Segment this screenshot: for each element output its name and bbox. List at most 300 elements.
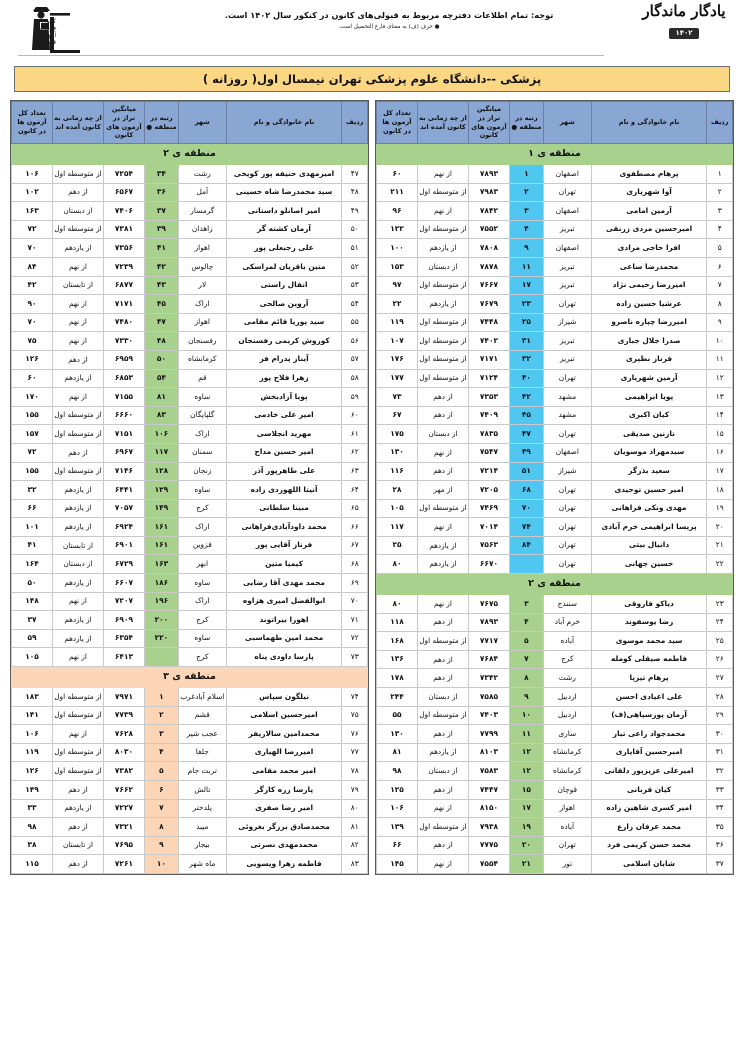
cell-name: امیر علی خادمی <box>226 406 342 425</box>
cell-since: از یازدهم <box>52 799 103 818</box>
table-row <box>12 350 368 369</box>
cell-count: ۷۲ <box>12 443 53 462</box>
cell-since: از یازدهم <box>52 518 103 537</box>
cell-name: پرهام مصطفوی <box>591 165 707 184</box>
cell-since: از متوسطه اول <box>417 332 468 351</box>
cell-city: عجب شیر <box>178 725 226 744</box>
cell-radif: ۸۰ <box>342 799 368 818</box>
section-label: منطقه ی ۲ <box>377 574 733 595</box>
cell-rank: ۴۲ <box>509 388 543 407</box>
page-header <box>0 0 744 62</box>
cell-count: ۱۰۵ <box>377 499 418 518</box>
svg-text:قلم‌چی: قلم‌چی <box>38 39 56 46</box>
cell-since: از نهم <box>417 595 468 614</box>
table-row <box>377 183 733 202</box>
cell-mean: ۶۶۰۷ <box>104 574 145 593</box>
col-city: شهر <box>543 102 591 144</box>
cell-name: کیمیا متین <box>226 555 342 574</box>
cell-radif: ۳۰ <box>707 725 733 744</box>
cell-city: خرم آباد <box>543 613 591 632</box>
cell-since: از نهم <box>52 648 103 667</box>
notice-primary: توجه: تمام اطلاعات دفترچه مربوط به قبولی‌های کانون در کنکور سال ۱۴۰۲ است. <box>224 10 554 20</box>
cell-count: ۱۳۶ <box>377 650 418 669</box>
cell-since: از دهم <box>417 669 468 688</box>
cell-rank: ۲۰۰ <box>144 611 178 630</box>
cell-rank: ۳ <box>509 595 543 614</box>
cell-radif: ۷۴ <box>342 688 368 707</box>
cell-rank: ۱۰ <box>509 706 543 725</box>
cell-count: ۱۷۵ <box>377 425 418 444</box>
cell-count: ۷۳ <box>377 388 418 407</box>
cell-rank: ۸۱ <box>144 388 178 407</box>
cell-count: ۱۲۶ <box>12 762 53 781</box>
col-rank: رتبه در منطقه ● <box>144 102 178 144</box>
cell-mean: ۷۱۷۱ <box>104 295 145 314</box>
table-row <box>377 555 733 574</box>
cell-city: اراک <box>178 425 226 444</box>
col-radif: ردیف <box>342 102 368 144</box>
cell-rank: ۱۸۶ <box>144 574 178 593</box>
cell-city: چالوس <box>178 257 226 276</box>
cell-name: امیرعلی عزیزپور دلقانی <box>591 762 707 781</box>
cell-name: آیناز پدرام فر <box>226 350 342 369</box>
col-count: تعداد کل آزمون ها در کانون <box>377 102 418 144</box>
cell-count: ۶۰ <box>12 369 53 388</box>
cell-radif: ۱۲ <box>707 369 733 388</box>
cell-rank: ۱۲ <box>509 762 543 781</box>
cell-radif: ۸۲ <box>342 836 368 855</box>
cell-name: سعید بذرگر <box>591 462 707 481</box>
cell-mean: ۷۱۲۴ <box>469 369 510 388</box>
cell-count: ۸۱ <box>377 743 418 762</box>
cell-since: از متوسطه اول <box>417 350 468 369</box>
cell-city: تهران <box>543 425 591 444</box>
cell-since: از دبستان <box>52 555 103 574</box>
cell-count: ۱۱۵ <box>12 855 53 874</box>
cell-city: گرمسار <box>178 202 226 221</box>
cell-city: پلدختر <box>178 799 226 818</box>
table-row <box>12 518 368 537</box>
cell-radif: ۷۹ <box>342 781 368 800</box>
cell-since: از متوسطه اول <box>52 762 103 781</box>
cell-count: ۹۸ <box>12 818 53 837</box>
cell-city: تهران <box>543 555 591 574</box>
table-row <box>12 574 368 593</box>
cell-mean: ۷۳۸۲ <box>104 762 145 781</box>
left-table <box>11 101 368 874</box>
cell-mean: ۷۴۴۸ <box>469 313 510 332</box>
cell-mean: ۷۴۸۰ <box>104 313 145 332</box>
cell-radif: ۵۰ <box>342 220 368 239</box>
cell-radif: ۷ <box>707 276 733 295</box>
cell-city: زنجان <box>178 462 226 481</box>
cell-city: تهران <box>543 369 591 388</box>
col-mean: میانگین تراز در آزمون های کانون <box>104 102 145 144</box>
cell-rank: ۸۳ <box>144 406 178 425</box>
cell-since: از نهم <box>52 295 103 314</box>
cell-since: از دهم <box>52 818 103 837</box>
cell-mean: ۶۸۷۷ <box>104 276 145 295</box>
table-row <box>377 669 733 688</box>
table-row <box>12 388 368 407</box>
cell-name: سید محمد موسوی <box>591 632 707 651</box>
cell-rank: ۳ <box>509 202 543 221</box>
cell-name: محمدجواد راعی تبار <box>591 725 707 744</box>
cell-count: ۱۳۰ <box>377 443 418 462</box>
cell-mean: ۷۵۸۵ <box>469 688 510 707</box>
cell-mean: ۷۶۶۷ <box>469 276 510 295</box>
cell-city: ماه شهر <box>178 855 226 874</box>
table-row <box>377 295 733 314</box>
table-row <box>12 443 368 462</box>
cell-mean: ۷۷۹۹ <box>469 725 510 744</box>
cell-radif: ۵۲ <box>342 257 368 276</box>
cell-rank: ۳۷ <box>144 202 178 221</box>
cell-name: امیر حسین مداح <box>226 443 342 462</box>
cell-name: امیر محمد مقامی <box>226 762 342 781</box>
cell-name: مبینا سلطانی <box>226 499 342 518</box>
cell-since: از نهم <box>52 332 103 351</box>
cell-mean: ۶۴۴۱ <box>104 481 145 500</box>
cell-radif: ۲۴ <box>707 613 733 632</box>
cell-mean: ۷۷۳۹ <box>104 706 145 725</box>
cell-mean: ۷۵۵۴ <box>469 855 510 874</box>
cell-city: اهواز <box>178 313 226 332</box>
table-header-row <box>377 102 733 144</box>
cell-mean: ۷۴۴۷ <box>469 781 510 800</box>
cell-radif: ۷۶ <box>342 725 368 744</box>
cell-count: ۱۵۵ <box>12 462 53 481</box>
cell-city: تهران <box>543 183 591 202</box>
cell-name: اهورا بیراتوند <box>226 611 342 630</box>
cell-name: مهدی ونکی فراهانی <box>591 499 707 518</box>
cell-city: آباده <box>543 632 591 651</box>
cell-rank: ۱۰۶ <box>144 425 178 444</box>
cell-radif: ۲۵ <box>707 632 733 651</box>
cell-radif: ۳۴ <box>707 799 733 818</box>
cell-city: کرمانشاه <box>543 743 591 762</box>
cell-mean: ۷۹۸۳ <box>469 183 510 202</box>
cell-name: محمدمهدی نصرتی <box>226 836 342 855</box>
cell-rank: ۳ <box>144 725 178 744</box>
cell-radif: ۵۹ <box>342 388 368 407</box>
cell-count: ۱۰۵ <box>12 648 53 667</box>
cell-count: ۳۲ <box>12 481 53 500</box>
table-row <box>377 650 733 669</box>
cell-name: آرمین امامی <box>591 202 707 221</box>
cell-radif: ۵۸ <box>342 369 368 388</box>
cell-city: شیراز <box>543 313 591 332</box>
cell-name: امیر حسین توحیدی <box>591 481 707 500</box>
section-label: منطقه ی ۳ <box>12 667 368 688</box>
cell-radif: ۱۴ <box>707 406 733 425</box>
cell-rank <box>509 555 543 574</box>
cell-city: تهران <box>543 518 591 537</box>
cell-city: اردبیل <box>543 706 591 725</box>
cell-since: از دهم <box>417 613 468 632</box>
cell-mean: ۷۳۸۱ <box>104 220 145 239</box>
table-row <box>377 799 733 818</box>
table-row <box>12 276 368 295</box>
cell-name: علی رجبعلی پور <box>226 239 342 258</box>
cell-radif: ۶۷ <box>342 536 368 555</box>
cell-name: محمد مهدی آقا رضایی <box>226 574 342 593</box>
cell-mean: ۷۸۷۸ <box>469 257 510 276</box>
cell-radif: ۱۹ <box>707 499 733 518</box>
cell-name: امیررضا چپاره ناصرو <box>591 313 707 332</box>
cell-city: اراک <box>178 592 226 611</box>
cell-count: ۲۴۴ <box>377 688 418 707</box>
cell-radif: ۳۶ <box>707 836 733 855</box>
cell-mean: ۷۶۸۴ <box>469 650 510 669</box>
cell-radif: ۶۳ <box>342 462 368 481</box>
cell-since: از متوسطه اول <box>417 183 468 202</box>
cell-mean: ۷۶۶۲ <box>104 781 145 800</box>
cell-mean: ۷۳۵۳ <box>469 388 510 407</box>
cell-radif: ۱۸ <box>707 481 733 500</box>
cell-count: ۱۲۶ <box>12 350 53 369</box>
cell-name: زهرا فلاح پور <box>226 369 342 388</box>
cell-since: از متوسطه اول <box>52 425 103 444</box>
section-header-row <box>377 574 733 595</box>
cell-name: محمدصادق برزگر بغروئی <box>226 818 342 837</box>
cell-radif: ۵۴ <box>342 295 368 314</box>
cell-name: امیر رضا صفری <box>226 799 342 818</box>
cell-count: ۵۵ <box>377 706 418 725</box>
cell-rank: ۱۷ <box>509 799 543 818</box>
table-row <box>377 706 733 725</box>
cell-count: ۱۰۷ <box>377 332 418 351</box>
cell-mean: ۷۵۴۷ <box>469 443 510 462</box>
cell-rank: ۳۶ <box>144 183 178 202</box>
cell-count: ۹۸ <box>377 762 418 781</box>
table-row <box>377 202 733 221</box>
cell-rank: ۱۶۱ <box>144 518 178 537</box>
cell-name: نیلگون سپاس <box>226 688 342 707</box>
cell-count: ۱۲۲ <box>377 220 418 239</box>
cell-city: مشهد <box>543 406 591 425</box>
cell-radif: ۴۸ <box>342 183 368 202</box>
cell-since: از نهم <box>52 725 103 744</box>
cell-radif: ۷۰ <box>342 592 368 611</box>
cell-city: اردبیل <box>543 688 591 707</box>
cell-name: سید محمدرضا شاه حسینی <box>226 183 342 202</box>
cell-since: از دهم <box>417 650 468 669</box>
cell-count: ۲۸ <box>377 481 418 500</box>
cell-city: تبریز <box>543 257 591 276</box>
cell-name: آروین صالحی <box>226 295 342 314</box>
cell-rank: ۱۷ <box>509 276 543 295</box>
cell-name: صدرا جلال جباری <box>591 332 707 351</box>
table-row <box>12 611 368 630</box>
cell-city: ساوه <box>178 629 226 648</box>
cell-count: ۷۵ <box>12 332 53 351</box>
cell-rank: ۴۰ <box>509 369 543 388</box>
cell-city: ساری <box>543 725 591 744</box>
cell-radif: ۱۷ <box>707 462 733 481</box>
table-row <box>12 425 368 444</box>
cell-rank: ۴ <box>509 613 543 632</box>
cell-radif: ۳۱ <box>707 743 733 762</box>
table-row <box>377 818 733 837</box>
cell-city: تربت جام <box>178 762 226 781</box>
table-row <box>12 183 368 202</box>
cell-rank: ۸ <box>144 818 178 837</box>
cell-mean: ۷۴۰۲ <box>469 332 510 351</box>
right-table <box>376 101 733 874</box>
cell-radif: ۲۷ <box>707 669 733 688</box>
cell-count: ۱۴۹ <box>12 781 53 800</box>
cell-city: تبریز <box>543 350 591 369</box>
cell-radif: ۱۵ <box>707 425 733 444</box>
cell-mean: ۷۴۰۹ <box>469 406 510 425</box>
cell-name: افرا حاجی مرادی <box>591 239 707 258</box>
cell-radif: ۶۰ <box>342 406 368 425</box>
cell-rank: ۴۲ <box>144 257 178 276</box>
cell-since: از یازدهم <box>417 555 468 574</box>
table-row <box>12 369 368 388</box>
cell-since: از یازدهم <box>52 239 103 258</box>
cell-count: ۱۵۳ <box>377 257 418 276</box>
table-row <box>377 239 733 258</box>
cell-name: حسین جهانی <box>591 555 707 574</box>
cell-rank: ۳۹ <box>144 220 178 239</box>
cell-since: از دهم <box>417 781 468 800</box>
cell-since: از دبستان <box>417 257 468 276</box>
cell-rank: ۱۰ <box>144 855 178 874</box>
cell-mean: ۷۸۰۸ <box>469 239 510 258</box>
section-label: منطقه ی ۲ <box>12 144 368 165</box>
cell-mean: ۶۶۶۰ <box>104 406 145 425</box>
cell-mean: ۷۸۴۲ <box>469 202 510 221</box>
table-row <box>377 536 733 555</box>
cell-rank: ۴۵ <box>144 295 178 314</box>
cell-name: عرشیا حسین زاده <box>591 295 707 314</box>
cell-since: از یازدهم <box>52 369 103 388</box>
cell-since: از دهم <box>52 443 103 462</box>
cell-city: اراک <box>178 518 226 537</box>
cell-city: رفسنجان <box>178 332 226 351</box>
brand-title: یادگار ماندگار <box>642 2 726 20</box>
right-table-wrapper <box>375 100 734 875</box>
cell-radif: ۳ <box>707 202 733 221</box>
table-row <box>377 725 733 744</box>
cell-count: ۳۸ <box>12 836 53 855</box>
cell-rank: ۲ <box>144 706 178 725</box>
cell-city: تور <box>543 855 591 874</box>
cell-rank: ۵ <box>509 632 543 651</box>
cell-mean: ۷۸۳۵ <box>469 425 510 444</box>
cell-mean: ۷۵۸۳ <box>469 762 510 781</box>
cell-since: از دهم <box>52 781 103 800</box>
cell-radif: ۷۸ <box>342 762 368 781</box>
cell-city: کرمانشاه <box>178 350 226 369</box>
cell-name: متین باقریان لمراسکی <box>226 257 342 276</box>
cell-since: از یازدهم <box>417 743 468 762</box>
cell-city: کرج <box>543 650 591 669</box>
section-header-row <box>377 144 733 165</box>
cell-radif: ۲۸ <box>707 688 733 707</box>
cell-mean: ۶۵۶۷ <box>104 183 145 202</box>
cell-radif: ۹ <box>707 313 733 332</box>
table-row <box>377 762 733 781</box>
cell-since: از نهم <box>417 799 468 818</box>
cell-count: ۱۴۵ <box>377 855 418 874</box>
cell-radif: ۷۷ <box>342 743 368 762</box>
cell-since: از متوسطه اول <box>417 276 468 295</box>
cell-since: از متوسطه اول <box>52 406 103 425</box>
cell-count: ۷۰ <box>12 239 53 258</box>
cell-name: آرمین شهریاری <box>591 369 707 388</box>
cell-since: از یازدهم <box>417 295 468 314</box>
cell-rank: ۹ <box>509 688 543 707</box>
cell-radif: ۷۳ <box>342 648 368 667</box>
cell-count: ۵۰ <box>12 574 53 593</box>
right-table-body <box>377 144 733 874</box>
table-row <box>12 743 368 762</box>
cell-since: از دبستان <box>417 688 468 707</box>
cell-radif: ۱ <box>707 165 733 184</box>
cell-name: امیرحسین اسلامی <box>226 706 342 725</box>
cell-since: از متوسطه اول <box>417 220 468 239</box>
cell-since: از یازدهم <box>52 629 103 648</box>
cell-rank: ۵۴ <box>144 369 178 388</box>
cell-radif: ۱۱ <box>707 350 733 369</box>
cell-count: ۶۷ <box>377 406 418 425</box>
table-row <box>12 781 368 800</box>
table-row <box>12 165 368 184</box>
cell-mean: ۷۲۳۹ <box>104 257 145 276</box>
cell-name: محمد داودآبادی‌فراهانی <box>226 518 342 537</box>
cell-radif: ۳۳ <box>707 781 733 800</box>
cell-city: زاهدان <box>178 220 226 239</box>
cell-city: قوچان <box>543 781 591 800</box>
section-header-row <box>12 667 368 688</box>
cell-since: از دهم <box>417 725 468 744</box>
cell-name: محمدامین سالاریفر <box>226 725 342 744</box>
cell-since: از تابستان <box>52 536 103 555</box>
table-row <box>12 536 368 555</box>
cell-city: تهران <box>543 536 591 555</box>
cell-since: از دهم <box>52 350 103 369</box>
cell-mean: ۷۷۷۵ <box>469 836 510 855</box>
cell-mean: ۸۱۰۳ <box>469 743 510 762</box>
cell-rank: ۴ <box>144 743 178 762</box>
table-row <box>12 555 368 574</box>
table-row <box>12 462 368 481</box>
cell-rank: ۵۰ <box>144 350 178 369</box>
cell-name: فرناز نظیری <box>591 350 707 369</box>
cell-count: ۱۰۶ <box>12 725 53 744</box>
cell-count: ۱۰۱ <box>12 518 53 537</box>
cell-name: کیان اکبری <box>591 406 707 425</box>
cell-count: ۲۵ <box>377 536 418 555</box>
table-row <box>12 836 368 855</box>
cell-mean: ۷۸۹۳ <box>469 613 510 632</box>
cell-rank <box>144 648 178 667</box>
cell-count: ۱۰۶ <box>377 799 418 818</box>
cell-since: از متوسطه اول <box>417 313 468 332</box>
cell-rank: ۱۹ <box>509 818 543 837</box>
cell-mean: ۷۴۰۶ <box>104 202 145 221</box>
cell-city: اهواز <box>543 799 591 818</box>
cell-count: ۱۶۴ <box>12 555 53 574</box>
cell-rank: ۴۸ <box>144 332 178 351</box>
cell-rank: ۱۹۶ <box>144 592 178 611</box>
col-since: از چه زمانی به کانون آمده اند <box>52 102 103 144</box>
cell-count: ۱۰۰ <box>377 239 418 258</box>
cell-radif: ۵۱ <box>342 239 368 258</box>
